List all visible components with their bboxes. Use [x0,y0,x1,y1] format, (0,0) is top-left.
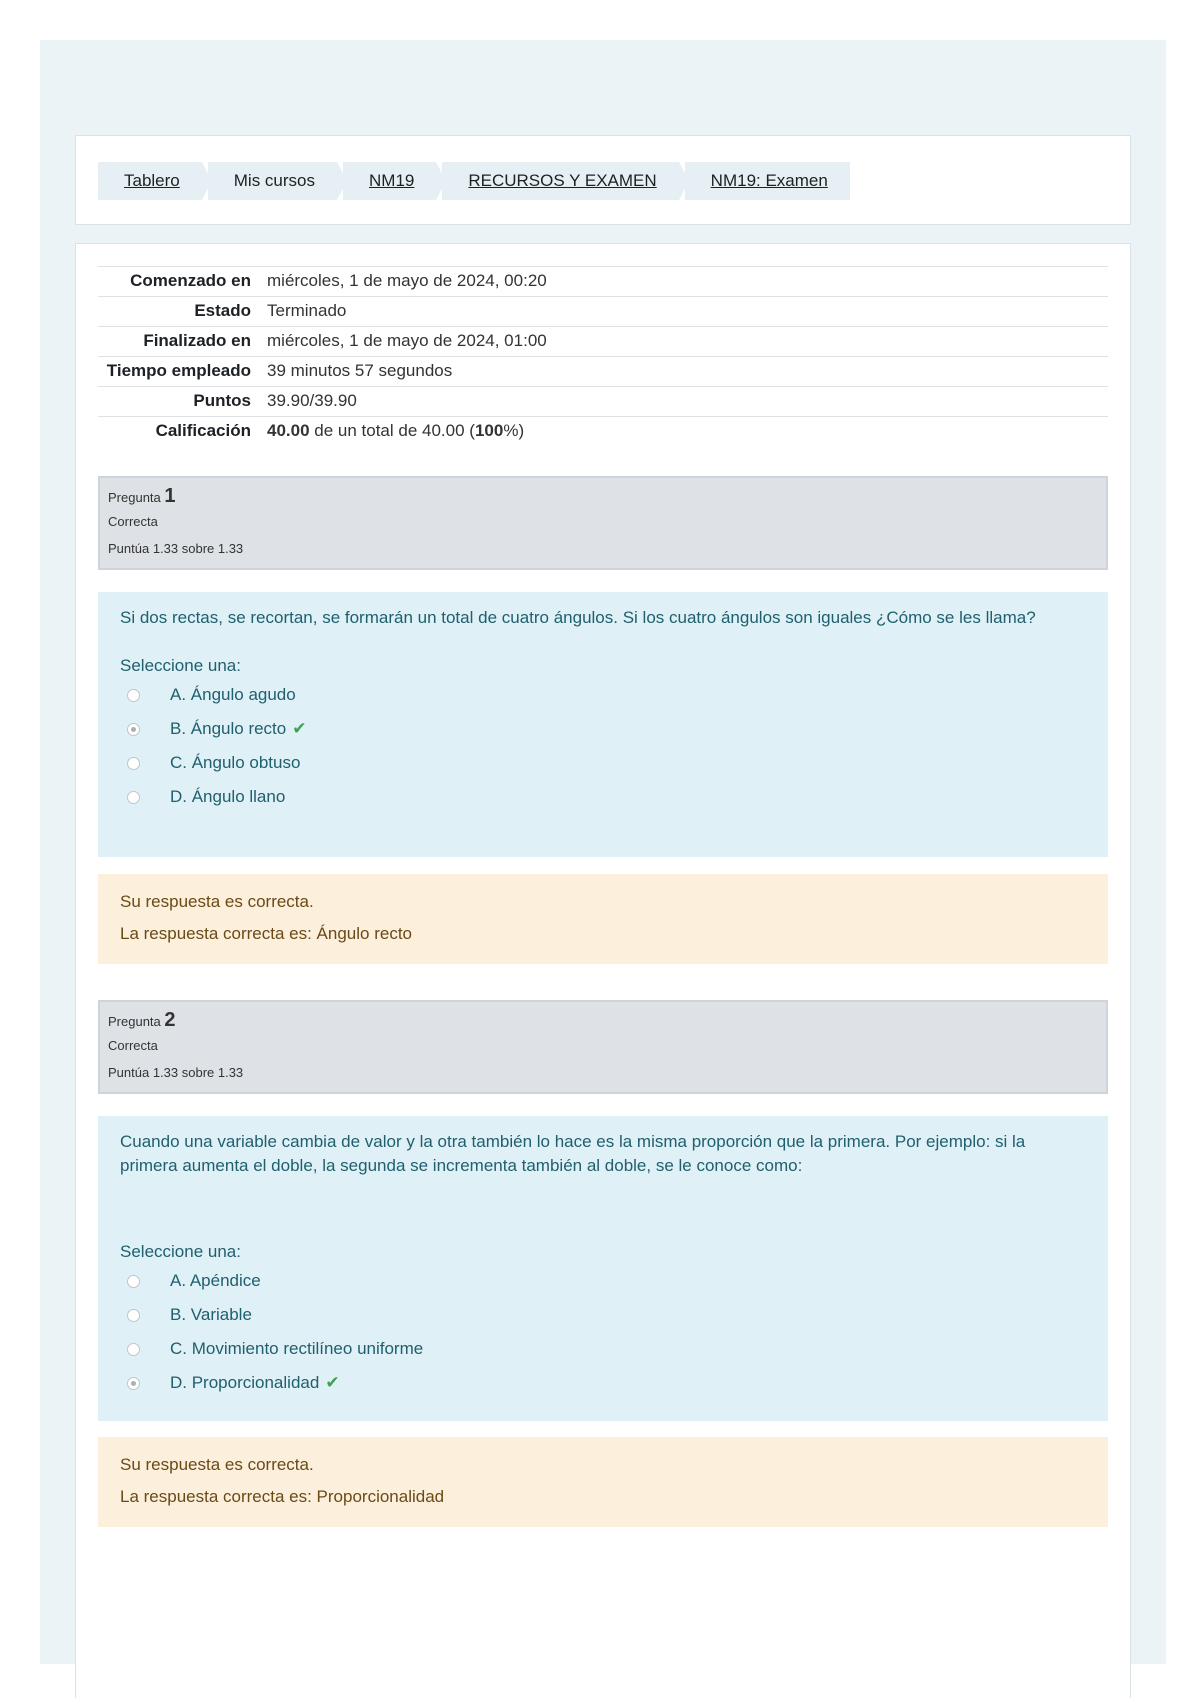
summary-value: Terminado [267,297,1108,327]
review-card [75,243,1131,1698]
grade-end: %) [503,421,525,440]
summary-row [98,297,1108,327]
right-answer-text: La respuesta correcta es: Ángulo recto [120,924,412,943]
answer-option[interactable] [120,1366,1086,1400]
answer-label: A. Ángulo agudo [170,685,296,704]
summary-key: Calificación [98,417,267,447]
grade-number: 40.00 [267,421,310,440]
feedback-box [98,1437,1108,1527]
breadcrumb-mis-cursos: Mis cursos [208,162,337,200]
radio-icon[interactable] [127,1309,140,1322]
question-content [98,1116,1108,1421]
question-info [98,476,1108,570]
answer-option[interactable] [120,678,1086,712]
feedback-box [98,874,1108,964]
answer-label: C. Ángulo obtuso [170,753,301,772]
summary-row [98,357,1108,387]
question-score: Puntúa 1.33 sobre 1.33 [108,541,244,556]
select-one-label: Seleccione una: [120,1242,241,1261]
answer-label: D. Proporcionalidad [170,1373,320,1392]
summary-key: Puntos [98,387,267,417]
summary-key: Finalizado en [98,327,267,357]
answer-label: C. Movimiento rectilíneo uniforme [170,1339,424,1358]
answer-label: A. Apéndice [170,1271,261,1290]
summary-key: Estado [98,297,267,327]
answer-option[interactable] [120,780,1086,814]
breadcrumb-card [75,135,1131,225]
grade-middle: de un total de 40.00 ( [309,421,475,440]
question-score: Puntúa 1.33 sobre 1.33 [108,1065,244,1080]
question-content [98,592,1108,857]
right-answer-text: La respuesta correcta es: Proporcionalidad [120,1487,445,1506]
breadcrumb-section[interactable]: RECURSOS Y EXAMEN [442,162,678,200]
grade-percent: 100 [474,421,504,440]
summary-key: Comenzado en [98,267,267,297]
answer-option[interactable] [120,712,1086,746]
question-number: 1 [164,485,176,507]
breadcrumb [98,162,856,200]
question-text: Si dos rectas, se recortan, se formarán un total de cuatro ángulos. Si los cuatro ángulos son iguales ¿Cómo se les llama? [120,608,1036,627]
radio-icon[interactable] [127,689,140,702]
radio-icon[interactable] [127,1275,140,1288]
question-number: 2 [164,1009,176,1031]
summary-value: miércoles, 1 de mayo de 2024, 00:20 [267,267,1108,297]
select-one-label: Seleccione una: [120,656,241,675]
breadcrumb-quiz[interactable]: NM19: Examen [685,162,850,200]
radio-icon[interactable] [127,723,140,736]
summary-row [98,417,1108,447]
answer-label: D. Ángulo llano [170,787,286,806]
feedback-text: Su respuesta es correcta. [120,1455,314,1474]
question-info [98,1000,1108,1094]
attempt-summary-table [98,266,1108,446]
breadcrumb-course[interactable]: NM19 [343,162,436,200]
answer-option[interactable] [120,1264,1086,1298]
radio-icon[interactable] [127,791,140,804]
check-icon: ✔ [292,719,307,738]
check-icon: ✔ [325,1373,340,1392]
summary-row [98,387,1108,417]
radio-icon[interactable] [127,757,140,770]
question-label: Pregunta [108,1014,161,1029]
radio-icon[interactable] [127,1377,140,1390]
summary-value: 39.90/39.90 [267,387,1108,417]
grade-value [267,417,1108,447]
answer-label: B. Ángulo recto [170,719,287,738]
radio-icon[interactable] [127,1343,140,1356]
question-label: Pregunta [108,490,161,505]
breadcrumb-tablero[interactable]: Tablero [98,162,202,200]
feedback-text: Su respuesta es correcta. [120,892,314,911]
question-state: Correcta [108,1038,158,1053]
summary-row [98,327,1108,357]
summary-key: Tiempo empleado [98,357,267,387]
summary-value: miércoles, 1 de mayo de 2024, 01:00 [267,327,1108,357]
question-text: Cuando una variable cambia de valor y la otra también lo hace es la misma proporción que la primera. Por ejemplo: si la primera aumenta el doble, la segunda se incrementa también al doble, se le conoce como: [120,1132,1026,1175]
answer-option[interactable] [120,1298,1086,1332]
answer-option[interactable] [120,1332,1086,1366]
answer-label: B. Variable [170,1305,252,1324]
question-state: Correcta [108,514,158,529]
answer-option[interactable] [120,746,1086,780]
summary-value: 39 minutos 57 segundos [267,357,1108,387]
summary-row [98,267,1108,297]
